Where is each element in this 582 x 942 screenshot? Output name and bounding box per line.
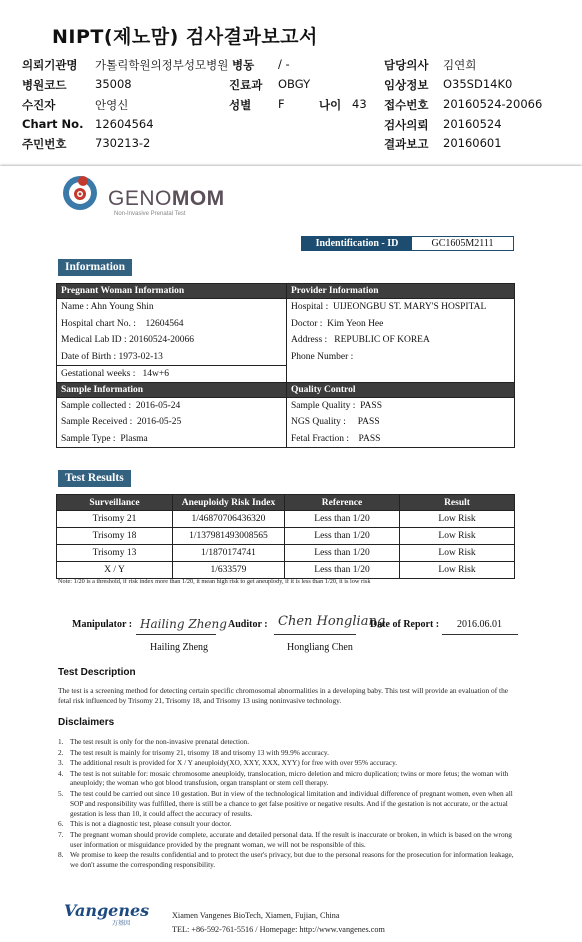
label-doctor: 담당의사 xyxy=(384,58,429,72)
pregnant-value: 20160524-20066 xyxy=(129,335,194,345)
label-institution: 의뢰기관명 xyxy=(22,58,78,72)
section-information: Information xyxy=(58,259,132,276)
genomom-logo-icon xyxy=(60,172,100,212)
value-department: OBGY xyxy=(278,77,311,91)
sample-value: Plasma xyxy=(120,433,148,444)
brand-geno: GENO xyxy=(108,187,172,210)
label-hospital-code: 병원코드 xyxy=(22,78,67,92)
table-row xyxy=(57,545,515,562)
quality-key: Fetal Fraction : xyxy=(291,433,350,444)
disclaimers-title: Disclaimers xyxy=(58,717,115,728)
col-risk-index: Aneuploidy Risk Index xyxy=(173,495,285,511)
list-text: The test could be carried out since 10 gestation. But in view of the technological limitation and individual difference of pregnant women, even when all SOP and responsibility was fulfilled, there is still be a chance to get false positive or negative results. And if the gestation is not accurate, or the actual gestation is less than 10, it could affect the accuracy of results. xyxy=(70,788,513,818)
value-request-date: 20160524 xyxy=(443,117,502,131)
sample-key: Sample Type : xyxy=(61,433,116,444)
provider-row-phone xyxy=(287,349,514,366)
test-description-text: The test is a screening method for detecting certain specific chromosomal abnormalities in a developing baby. This test will provide an evaluation of the fetal risk influenced by Trisomy 21, Trisomy 18, and Trisomy 13 using noninvasive technology. xyxy=(58,686,509,705)
date-sign-line xyxy=(442,634,518,635)
label-report-date: 결과보고 xyxy=(384,137,429,151)
value-clinical-info: O35SD14K0 xyxy=(443,77,513,91)
label-clinical-info: 임상정보 xyxy=(384,78,429,92)
list-item xyxy=(58,737,520,747)
cell-risk-index: 1/633579 xyxy=(173,562,285,579)
pregnant-info-cell xyxy=(57,299,287,383)
label-receipt-no: 접수번호 xyxy=(384,98,429,112)
col-result: Result xyxy=(400,495,515,511)
cell-surveillance: Trisomy 18 xyxy=(57,528,173,545)
page-title: NIPT(제노맘) 검사결과보고서 xyxy=(52,26,318,48)
provider-row-hospital xyxy=(287,299,514,316)
information-table xyxy=(56,283,515,448)
provider-key: Hospital : xyxy=(291,302,329,312)
disclaimers-list xyxy=(58,737,520,871)
pregnant-row-lab-id xyxy=(57,332,286,349)
cell-reference: Less than 1/20 xyxy=(285,511,400,528)
sample-value: 2016-05-24 xyxy=(135,400,181,411)
pregnant-value: Ahn Young Shin xyxy=(90,302,154,312)
sample-value: 2016-05-25 xyxy=(136,417,182,427)
table-row xyxy=(57,511,515,528)
quality-row-sample xyxy=(287,398,514,415)
value-hospital-code: 35008 xyxy=(95,77,132,91)
list-text: This is not a diagnostic test, please consult your doctor. xyxy=(70,819,232,829)
pregnant-row-dob xyxy=(57,349,286,366)
cell-result: Low Risk xyxy=(400,562,515,579)
id-label: Indentification - ID xyxy=(302,237,412,250)
list-text: The pregnant woman should provide complete, accurate and detailed personal data. If the result is inaccurate or broken, in which is based on the wrong user information or misguidance provided by the pregnant woman, we will not be responsible of this. xyxy=(70,829,512,849)
auditor-name: Hongliang Chen xyxy=(287,642,353,653)
label-sex: 성별 xyxy=(229,98,252,112)
label-patient: 수진자 xyxy=(22,98,56,112)
col-reference: Reference xyxy=(285,495,400,511)
list-number: 1. xyxy=(58,737,64,746)
quality-row-fetal-fraction xyxy=(287,431,514,448)
provider-info-cell xyxy=(287,299,515,383)
cell-reference: Less than 1/20 xyxy=(285,562,400,579)
value-institution: 가톨릭학원의정부성모병원 xyxy=(95,58,229,72)
auditor-signature: Chen Hongliang xyxy=(278,614,386,629)
pregnant-value: 1973-02-13 xyxy=(118,351,163,362)
quality-value: PASS xyxy=(360,400,382,411)
quality-row-ngs xyxy=(287,414,514,431)
label-chart-no: Chart No. xyxy=(22,117,84,131)
date-of-report-value: 2016.06.01 xyxy=(457,619,502,630)
vangenes-logo: Vangenes xyxy=(64,901,150,920)
label-resident-no: 주민번호 xyxy=(22,137,67,151)
value-patient: 안영신 xyxy=(95,98,129,112)
list-item xyxy=(58,830,520,850)
sample-row-type xyxy=(57,431,286,448)
pregnant-key: Gestational weeks : xyxy=(61,369,136,379)
threshold-note: Note: 1/20 is a threshold, if risk index more than 1/20, it mean high risk to get aneuplody, if it is less than 1/20, it is low risk xyxy=(58,578,371,585)
provider-key: Phone Number : xyxy=(291,351,354,362)
sample-info-header: Sample Information xyxy=(57,382,287,397)
list-item xyxy=(58,789,520,819)
label-department: 진료과 xyxy=(229,78,263,92)
list-text: The test result is mainly for trisomy 21, trisomy 18 and trisomy 13 with 99.9% accuracy. xyxy=(70,747,329,757)
sample-key: Sample Received : xyxy=(61,417,133,427)
pregnant-key: Date of Birth : xyxy=(61,351,117,362)
provider-info-header: Provider Information xyxy=(287,284,515,299)
list-item xyxy=(58,748,520,758)
id-value: GC1605M2111 xyxy=(431,238,494,249)
label-age: 나이 xyxy=(319,98,342,112)
value-chart-no: 12604564 xyxy=(95,117,154,131)
sample-row-received xyxy=(57,414,286,431)
pregnant-key: Medical Lab ID : xyxy=(61,335,127,345)
cell-result: Low Risk xyxy=(400,528,515,545)
quality-control-cell xyxy=(287,397,515,448)
date-of-report-label: Date of Report : xyxy=(370,619,440,630)
label-ward: 병동 xyxy=(232,58,255,72)
vendor-contact: TEL: +86-592-761-5516 / Homepage: http://www.vangenes.com xyxy=(172,925,385,934)
quality-key: NGS Quality : xyxy=(291,417,346,427)
value-resident-no: 730213-2 xyxy=(95,136,151,150)
list-item xyxy=(58,850,520,870)
quality-control-header: Quality Control xyxy=(287,382,515,397)
list-text: The test is not suitable for: mosaic chromosome aneuploidy, translocation, micro deletion and micro duplication; twins or more fetus; the woman with aneuploidy; the woman who got blood transfusion, organ transplant or stem cell therapy. xyxy=(70,768,509,788)
brand-tagline: Non-Invasive Prenatal Test xyxy=(114,211,186,217)
label-request-date: 검사의뢰 xyxy=(384,118,429,132)
vangenes-logo-sub: 万基因 xyxy=(112,920,131,927)
list-number: 5. xyxy=(58,788,64,798)
provider-value: REPUBLIC OF KOREA xyxy=(334,335,430,345)
provider-key: Address : xyxy=(291,335,328,345)
list-number: 8. xyxy=(58,850,64,860)
cell-surveillance: X / Y xyxy=(57,562,173,579)
genomom-brand xyxy=(108,187,225,211)
auditor-label: Auditor : xyxy=(228,619,268,630)
provider-row-address xyxy=(287,332,514,349)
cell-result: Low Risk xyxy=(400,511,515,528)
list-number: 2. xyxy=(58,747,64,757)
pregnant-value: 12604564 xyxy=(145,318,184,329)
value-ward: / - xyxy=(278,57,290,71)
value-report-date: 20160601 xyxy=(443,136,502,150)
provider-value: Kim Yeon Hee xyxy=(327,318,384,329)
provider-row-doctor xyxy=(287,316,514,333)
list-number: 7. xyxy=(58,829,64,839)
cell-reference: Less than 1/20 xyxy=(285,528,400,545)
quality-value: PASS xyxy=(357,417,380,427)
pregnant-value: 14w+6 xyxy=(142,369,169,379)
cell-risk-index: 1/46870706436320 xyxy=(173,511,285,528)
provider-value: UIJEONGBU ST. MARY'S HOSPITAL xyxy=(332,302,487,312)
cell-risk-index: 1/1870174741 xyxy=(173,545,285,562)
value-doctor: 김연희 xyxy=(443,58,477,72)
vendor-address: Xiamen Vangenes BioTech, Xiamen, Fujian, China xyxy=(172,911,340,920)
brand-mom: MOM xyxy=(171,187,225,210)
pregnant-row-gestation xyxy=(57,365,286,382)
manipulator-name: Hailing Zheng xyxy=(150,642,209,653)
sample-row-collected xyxy=(57,398,286,415)
list-text: We promise to keep the results confidential and to protect the user's privacy, but due to the personal reasons for the prosecution for information leakage, we don't assume the corresponding responsibility. xyxy=(70,850,514,870)
quality-key: Sample Quality : xyxy=(291,400,356,411)
test-description-title: Test Description xyxy=(58,667,136,678)
col-surveillance: Surveillance xyxy=(57,495,173,511)
list-number: 3. xyxy=(58,758,64,767)
pregnant-key: Hospital chart No. : xyxy=(61,318,136,329)
value-age: 43 xyxy=(352,97,367,111)
table-row xyxy=(57,528,515,545)
list-item xyxy=(58,819,520,829)
list-text: The test result is only for the non-invasive prenatal detection. xyxy=(70,737,250,746)
list-number: 4. xyxy=(58,768,64,778)
section-test-results: Test Results xyxy=(58,470,131,487)
value-receipt-no: 20160524-20066 xyxy=(443,97,543,111)
sample-key: Sample collected : xyxy=(61,400,132,411)
value-sex: F xyxy=(278,97,285,111)
cell-result: Low Risk xyxy=(400,545,515,562)
manipulator-label: Manipulator : xyxy=(72,619,133,630)
sample-info-cell xyxy=(57,397,287,448)
provider-key: Doctor : xyxy=(291,318,323,329)
cell-surveillance: Trisomy 21 xyxy=(57,511,173,528)
pregnant-row-name xyxy=(57,299,286,316)
quality-value: PASS xyxy=(358,433,381,444)
list-text: The additional result is provided for X / Y aneuploidy(XO, XXY, XXX, XYY) for free with over 95% accuracy. xyxy=(70,758,398,767)
pregnant-key: Name : xyxy=(61,302,89,312)
list-number: 6. xyxy=(58,819,64,829)
table-row xyxy=(57,562,515,579)
pregnant-info-header: Pregnant Woman Information xyxy=(57,284,287,299)
korean-report-header xyxy=(0,0,582,166)
manipulator-signature: Hailing Zheng xyxy=(140,617,227,631)
list-item xyxy=(58,758,520,768)
cell-reference: Less than 1/20 xyxy=(285,545,400,562)
cell-risk-index: 1/137981493008565 xyxy=(173,528,285,545)
manipulator-sign-line xyxy=(136,634,216,635)
list-item xyxy=(58,769,520,789)
cell-surveillance: Trisomy 13 xyxy=(57,545,173,562)
auditor-sign-line xyxy=(274,634,356,635)
test-results-table xyxy=(56,494,515,579)
identification-id-box xyxy=(301,236,514,251)
pregnant-row-chart xyxy=(57,316,286,333)
